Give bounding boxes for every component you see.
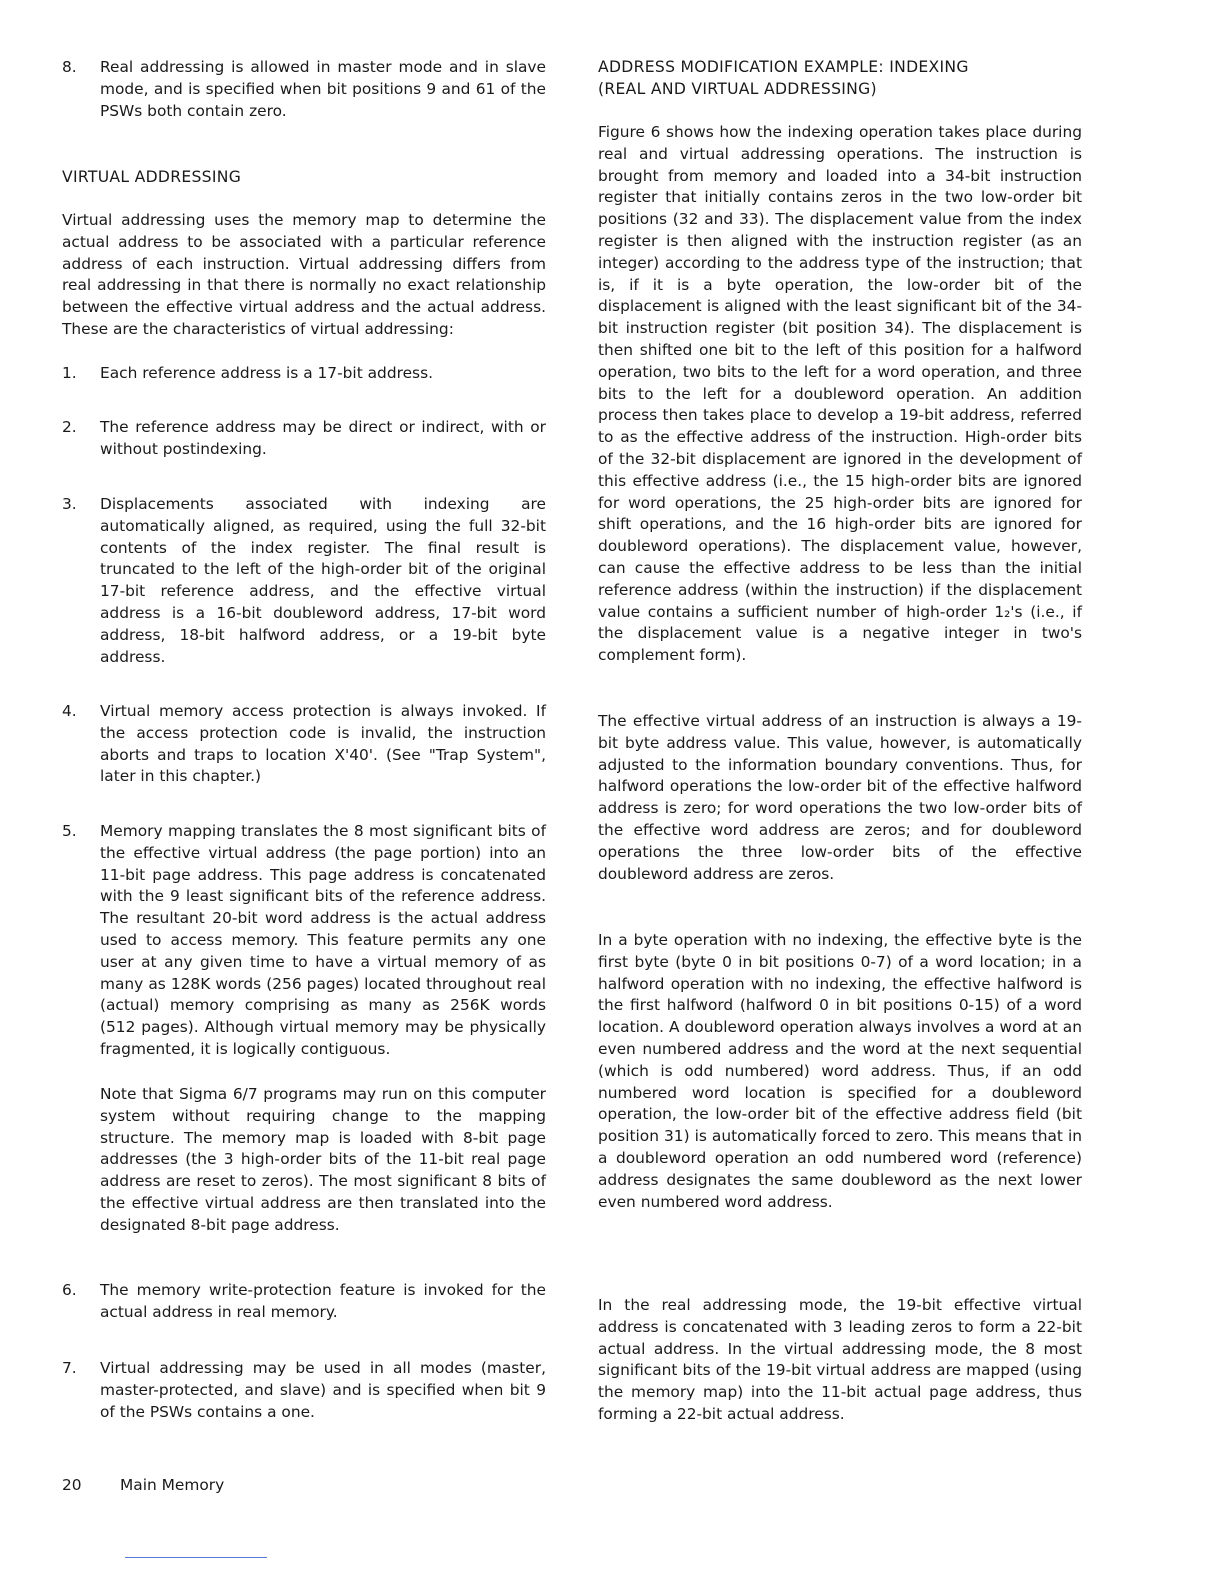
virtual-addressing-heading: VIRTUAL ADDRESSING bbox=[62, 168, 242, 186]
indexing-paragraph-2: The effective virtual address of an instruction is always a 19-bit byte address value. This value, however, is automatically adjusted to the information boundary conventions. Thus, for halfword operations the low-order bit of the effective halfword address is zero; for word operations the two low-order bits of the effective word address are zeros; and for doubleword operations the three low-order bits of the effective doubleword address are zeros. bbox=[598, 712, 1082, 883]
list-item-number: 2. bbox=[62, 418, 77, 436]
list-item-number: 4. bbox=[62, 702, 77, 720]
virtual-addressing-intro: Virtual addressing uses the memory map to determine the actual address to be associated with a particular reference address of each instruction. Virtual addressing differs from real addressing in that there is normally no exact relationship between the effective virtual address and the actual address. These are the characteristics of virtual addressing: bbox=[62, 211, 546, 338]
list-item-number: 7. bbox=[62, 1359, 77, 1377]
list-item-text: Virtual addressing may be used in all modes (master, master-protected, and slave) and is specified when bit 9 of the PSWs contains a one. bbox=[100, 1359, 546, 1421]
section-heading-line2: (REAL AND VIRTUAL ADDRESSING) bbox=[598, 80, 877, 98]
list-item-text: Displacements associated with indexing are automatically aligned, as required, using the full 32-bit contents of the index register. The final result is truncated to the left of the high-order bit of the original 17-bit reference address, and the effective virtual address is a 16-bit doubleword address, 17-bit word address, 18-bit halfword address, or a 19-bit byte address. bbox=[100, 495, 546, 666]
indexing-paragraph-3: In a byte operation with no indexing, the effective byte is the first byte (byte 0 in bit positions 0-7) of a word location; in a halfword operation with no indexing, the effective halfword is the first halfword (halfword 0 in bit positions 0-15) of a word location. A doubleword operation always involves a word at an even numbered address and the word at the next sequential (which is odd numbered) word address. Thus, if an odd numbered word location is specified for a doubleword operation, the low-order bit of the effective address field (bit position 31) is automatically forced to zero. This means that in a doubleword operation an odd numbered word (reference) address designates the same doubleword as the next lower even numbered word address. bbox=[598, 931, 1082, 1211]
page-number: 20 bbox=[62, 1476, 82, 1494]
list-item-number: 6. bbox=[62, 1281, 77, 1299]
list-item-number: 1. bbox=[62, 364, 77, 382]
list-item-text: The reference address may be direct or indirect, with or without postindexing. bbox=[100, 418, 546, 458]
footer-section-title: Main Memory bbox=[120, 1476, 225, 1494]
indexing-paragraph-1: Figure 6 shows how the indexing operation takes place during real and virtual addressing operations. The instruction is brought from memory and loaded into a 34-bit instruction register that initially contains zeros in the two low-order bit positions (32 and 33). The displacement value from the index register is then aligned with the instruction register (as an integer) according to the address type of the instruction; that is, if it is a byte operation, the low-order bit of the displacement is aligned with the least significant bit of the 34-bit instruction register (bit position 34). The displacement is then shifted one bit to the left of this position for a halfword operation, two bits to the left for a word operation, and three bits to the left for a doubleword operation. An addition process then takes place to develop a 19-bit address, referred to as the effective address of the instruction. High-order bits of the 32-bit displacement are ignored in the development of this effective address (i.e., the 15 high-order bits are ignored for word operations, the 25 high-order bits are ignored for shift operations, and the 16 high-order bits are ignored for doubleword operations). The displacement value, however, can cause the effective address to be less than the initial reference address (within the instruction) if the displacement value contains a sufficient number of high-order 1₂'s (i.e., if the displacement value is a negative integer in two's complement form). bbox=[598, 123, 1082, 665]
section-heading-line1: ADDRESS MODIFICATION EXAMPLE: INDEXING bbox=[598, 58, 969, 76]
list-item-text: Virtual memory access protection is always invoked. If the access protection code is invalid, the instruction aborts and traps to location X'40'. (See "Trap System", later in this chapter.) bbox=[100, 702, 546, 786]
list-item-text: Memory mapping translates the 8 most significant bits of the effective virtual address (the page portion) into an 11-bit page address. This page address is concatenated with the 9 least significant bits of the reference address. The resultant 20-bit word address is the actual address used to access memory. This feature permits any one user at any given time to have a virtual memory of as many as 128K words (256 pages) located throughout real (actual) memory comprising as many as 256K words (512 pages). Although virtual memory may be physically fragmented, it is logically contiguous. bbox=[100, 822, 546, 1058]
scan-artifact-line bbox=[125, 1557, 267, 1558]
indexing-paragraph-4: In the real addressing mode, the 19-bit effective virtual address is concatenated with 3 leading zeros to form a 22-bit actual address. In the virtual addressing mode, the 8 most significant bits of the 19-bit virtual address are mapped (using the memory map) into the 11-bit actual page address, thus forming a 22-bit actual address. bbox=[598, 1296, 1082, 1423]
list-item-text: Each reference address is a 17-bit address. bbox=[100, 364, 433, 382]
list-item-number: 3. bbox=[62, 495, 77, 513]
list-item-number: 5. bbox=[62, 822, 77, 840]
list-item-note: Note that Sigma 6/7 programs may run on this computer system without requiring change to the mapping structure. The memory map is loaded with 8-bit page addresses (the 3 high-order bits of the 11-bit real page address are reset to zeros). The most significant 8 bits of the effective virtual address are then translated into the designated 8-bit page address. bbox=[100, 1085, 546, 1234]
list-item-text: The memory write-protection feature is invoked for the actual address in real memory. bbox=[100, 1281, 546, 1321]
list-item-text: Real addressing is allowed in master mode and in slave mode, and is specified when bit positions 9 and 61 of the PSWs both contain zero. bbox=[100, 58, 546, 120]
list-item-number: 8. bbox=[62, 58, 77, 76]
